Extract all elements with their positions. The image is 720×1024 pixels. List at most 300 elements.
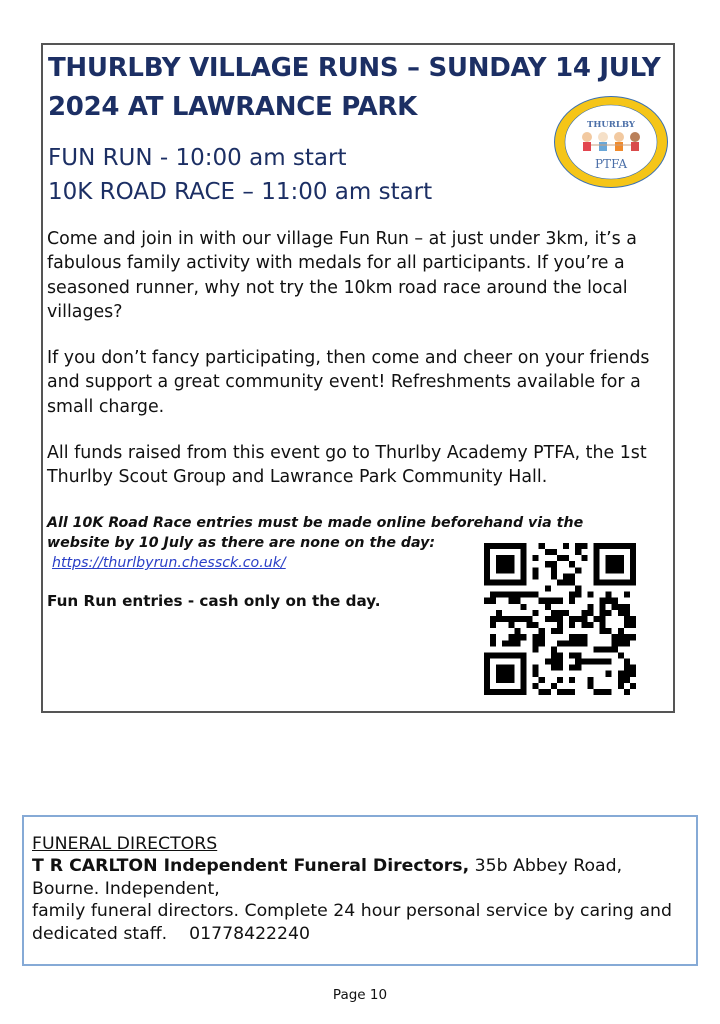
qr-module [539,640,545,646]
qr-module [502,567,508,573]
qr-module [606,561,612,567]
qr-module [520,567,526,573]
qr-module [575,567,581,573]
qr-module [527,592,533,598]
qr-module [490,543,496,549]
qr-module [545,616,551,622]
qr-module [533,592,539,598]
qr-module [490,592,496,598]
qr-module [502,592,508,598]
qr-module [490,616,496,622]
qr-module [606,543,612,549]
qr-module [490,634,496,640]
logo-name: THURLBY [587,120,635,130]
qr-module [624,616,630,622]
qr-module [630,665,636,671]
qr-module [484,567,490,573]
qr-module [508,640,514,646]
qr-module [569,598,575,604]
qr-module [533,573,539,579]
event-title: THURLBY VILLAGE RUNS – SUNDAY 14 JULY 2024 AT LAWRANCE PARK [48,53,661,122]
qr-module [508,592,514,598]
qr-module [612,598,618,604]
page-number: Page 10 [332,987,388,1003]
qr-module [606,567,612,573]
fun-run-time: FUN RUN - 10:00 am start [48,145,347,171]
qr-module [484,671,490,677]
qr-module [484,561,490,567]
qr-module [533,610,539,616]
qr-module [618,652,624,658]
qr-module [490,652,496,658]
qr-module [520,555,526,561]
qr-module [600,689,606,695]
qr-module [520,652,526,658]
qr-module [593,616,599,622]
qr-module [520,561,526,567]
qr-module [502,616,508,622]
qr-module [496,652,502,658]
qr-module [575,652,581,658]
qr-module [569,677,575,683]
qr-module [557,555,563,561]
qr-module [484,543,490,549]
qr-module [527,616,533,622]
qr-module [593,549,599,555]
qr-module [551,549,557,555]
qr-code-icon[interactable] [484,543,636,695]
qr-module [630,622,636,628]
qr-module [630,567,636,573]
qr-module [539,628,545,634]
qr-module [508,634,514,640]
event-notice-box [41,43,675,713]
qr-module [484,598,490,604]
qr-module [618,567,624,573]
qr-module [508,671,514,677]
qr-module [533,671,539,677]
qr-module [593,573,599,579]
qr-module [502,652,508,658]
qr-module [624,543,630,549]
qr-module [593,646,599,652]
qr-module [496,689,502,695]
qr-module [514,634,520,640]
qr-module [587,592,593,598]
qr-module [557,665,563,671]
qr-module [624,677,630,683]
qr-module [569,573,575,579]
qr-module [551,598,557,604]
qr-module [508,579,514,585]
qr-module [520,671,526,677]
qr-module [551,567,557,573]
qr-module [575,659,581,665]
qr-module [533,622,539,628]
qr-module [624,610,630,616]
qr-module [624,671,630,677]
qr-module [569,579,575,585]
qr-module [484,549,490,555]
qr-module [624,665,630,671]
qr-module [520,689,526,695]
qr-module [551,652,557,658]
qr-module [587,604,593,610]
qr-module [508,677,514,683]
qr-module [484,683,490,689]
qr-module [569,622,575,628]
qr-module [545,659,551,665]
qr-module [630,616,636,622]
qr-module [514,628,520,634]
qr-module [520,604,526,610]
qr-module [533,555,539,561]
qr-module [539,677,545,683]
qr-module [490,622,496,628]
qr-module [606,646,612,652]
qr-module [539,634,545,640]
qr-module [600,616,606,622]
qr-module [514,616,520,622]
qr-module [618,683,624,689]
qr-module [557,652,563,658]
qr-module [600,610,606,616]
qr-module [612,634,618,640]
qr-module [606,689,612,695]
road-race-time: 10K ROAD RACE – 11:00 am start [48,179,433,205]
qr-module [484,573,490,579]
qr-module [508,598,514,604]
qr-module [624,689,630,695]
qr-module [606,610,612,616]
qr-module [618,543,624,549]
qr-module [490,579,496,585]
qr-module [624,592,630,598]
qr-module [618,579,624,585]
qr-module [545,598,551,604]
qr-module [563,573,569,579]
qr-module [581,610,587,616]
qr-module [508,689,514,695]
qr-module [612,543,618,549]
qr-module [502,671,508,677]
qr-module [618,561,624,567]
qr-module [533,646,539,652]
qr-module [539,689,545,695]
qr-module [490,598,496,604]
qr-module [496,616,502,622]
qr-module [520,683,526,689]
qr-module [496,579,502,585]
qr-module [520,579,526,585]
qr-module [484,659,490,665]
qr-module [612,561,618,567]
qr-module [630,561,636,567]
qr-module [569,665,575,671]
qr-module [581,659,587,665]
qr-module [551,616,557,622]
qr-module [551,665,557,671]
qr-module [520,592,526,598]
qr-module [557,622,563,628]
qr-module [496,543,502,549]
qr-module [600,646,606,652]
qr-module [600,604,606,610]
qr-module [581,640,587,646]
qr-module [533,683,539,689]
qr-module [557,689,563,695]
ptfa-logo [552,94,670,190]
qr-module [606,555,612,561]
qr-module [520,543,526,549]
qr-module [618,677,624,683]
qr-module [593,567,599,573]
qr-module [581,634,587,640]
qr-module [618,610,624,616]
qr-module [575,592,581,598]
qr-module [514,543,520,549]
business-description: family funeral directors. Complete 24 hour personal service by caring and dedicated staff. [32,901,672,944]
qr-module [575,634,581,640]
qr-module [557,640,563,646]
qr-module [593,659,599,665]
qr-module [606,598,612,604]
qr-module [612,640,618,646]
qr-module [606,671,612,677]
qr-module [618,604,624,610]
qr-module [600,628,606,634]
qr-module [575,640,581,646]
qr-module [569,592,575,598]
qr-module [624,659,630,665]
qr-module [502,543,508,549]
qr-module [581,543,587,549]
qr-module [551,659,557,665]
qr-module [551,628,557,634]
qr-module [606,592,612,598]
qr-module [612,555,618,561]
qr-module [551,646,557,652]
qr-module [612,567,618,573]
qr-module [612,579,618,585]
qr-module [581,555,587,561]
qr-module [557,610,563,616]
funeral-directors-advert [22,815,698,966]
qr-module [630,555,636,561]
qr-module [514,640,520,646]
qr-module [569,634,575,640]
qr-module [563,689,569,695]
qr-module [502,555,508,561]
qr-module [630,579,636,585]
qr-module [502,640,508,646]
qr-module [502,689,508,695]
advert-heading: FUNERAL DIRECTORS [32,834,218,854]
qr-module [606,659,612,665]
qr-module [551,683,557,689]
qr-module [520,665,526,671]
qr-module [551,573,557,579]
qr-module [630,543,636,549]
business-phone[interactable]: 01778422240 [189,923,311,944]
qr-module [624,640,630,646]
qr-module [508,555,514,561]
qr-module [502,677,508,683]
qr-module [563,610,569,616]
qr-module [514,689,520,695]
qr-module [593,579,599,585]
qr-module [508,543,514,549]
qr-module [496,610,502,616]
qr-module [539,543,545,549]
qr-module [618,555,624,561]
qr-module [557,659,563,665]
qr-module [563,579,569,585]
qr-module [606,628,612,634]
qr-module [630,634,636,640]
qr-module [593,543,599,549]
qr-module [630,573,636,579]
qr-module [606,579,612,585]
qr-module [484,689,490,695]
qr-module [624,604,630,610]
qr-module [618,634,624,640]
qr-module [496,555,502,561]
qr-module [533,640,539,646]
qr-module [557,598,563,604]
qr-module [496,671,502,677]
business-address: 35b Abbey Road, Bourne. Independent, [32,856,623,899]
qr-module [520,616,526,622]
logo-org: PTFA [594,157,628,171]
qr-module [569,616,575,622]
qr-module [593,555,599,561]
qr-module [624,622,630,628]
qr-module [557,616,563,622]
qr-module [496,665,502,671]
qr-module [600,659,606,665]
qr-module [520,634,526,640]
qr-module [600,579,606,585]
qr-module [545,604,551,610]
qr-module [502,579,508,585]
qr-module [557,677,563,683]
qr-module [533,634,539,640]
qr-module [514,579,520,585]
qr-module [557,579,563,585]
qr-module [575,665,581,671]
qr-module [593,689,599,695]
fun-run-entries: Fun Run entries - cash only on the day. [47,592,381,610]
qr-module [569,561,575,567]
qr-module [618,671,624,677]
qr-module [527,622,533,628]
qr-module [514,598,520,604]
qr-module [545,586,551,592]
qr-module [575,549,581,555]
qr-module [508,561,514,567]
qr-module [563,640,569,646]
qr-module [551,610,557,616]
qr-module [612,604,618,610]
business-name: T R CARLTON Independent Funeral Directors, [32,856,470,877]
qr-module [484,579,490,585]
qr-module [618,640,624,646]
qr-module [630,671,636,677]
qr-module [502,665,508,671]
qr-module [496,677,502,683]
qr-module [514,592,520,598]
qr-module [600,598,606,604]
qr-module [520,573,526,579]
qr-module [630,549,636,555]
qr-module [508,616,514,622]
qr-module [575,616,581,622]
qr-module [587,677,593,683]
intro-paragraph: Come and join in with our village Fun Run – at just under 3km, it’s a fabulous family activity with medals for all participants. If you’re a seasoned runner, why not try the 10km road race around the local villages? [47,229,637,322]
qr-module [490,689,496,695]
spectator-paragraph: If you don’t fancy participating, then come and cheer on your friends and support a great community event! Refreshments available for a small charge. [47,348,650,417]
qr-module [484,652,490,658]
qr-module [514,652,520,658]
qr-module [618,628,624,634]
qr-module [587,610,593,616]
qr-module [563,543,569,549]
qr-module [520,677,526,683]
qr-module [612,646,618,652]
qr-module [533,665,539,671]
qr-module [520,659,526,665]
qr-module [545,689,551,695]
qr-module [569,652,575,658]
qr-module [533,567,539,573]
qr-module [600,622,606,628]
qr-module [575,586,581,592]
funds-paragraph: All funds raised from this event go to Thurlby Academy PTFA, the 1st Thurlby Scout Group and Lawrance Park Community Hall. [47,443,647,488]
qr-module [484,677,490,683]
qr-module [539,598,545,604]
qr-module [581,616,587,622]
qr-module [581,622,587,628]
qr-module [630,683,636,689]
qr-module [484,665,490,671]
qr-module [508,622,514,628]
qr-module [545,549,551,555]
qr-module [551,561,557,567]
qr-module [563,555,569,561]
advert-text [32,833,692,945]
qr-module [587,659,593,665]
entry-notice-text: All 10K Road Race entries must be made online beforehand via the website by 10 July as there are none on the day: [47,515,584,551]
qr-module [496,561,502,567]
qr-module [600,543,606,549]
qr-module [490,640,496,646]
qr-module [593,561,599,567]
qr-module [569,689,575,695]
qr-module [587,683,593,689]
qr-module [587,622,593,628]
qr-module [508,652,514,658]
qr-module [508,665,514,671]
qr-module [624,579,630,585]
qr-module [496,567,502,573]
qr-module [508,567,514,573]
qr-module [569,640,575,646]
qr-module [502,561,508,567]
qr-module [496,592,502,598]
qr-module [520,549,526,555]
entry-link[interactable]: https://thurlbyrun.chessck.co.uk/ [52,555,286,571]
